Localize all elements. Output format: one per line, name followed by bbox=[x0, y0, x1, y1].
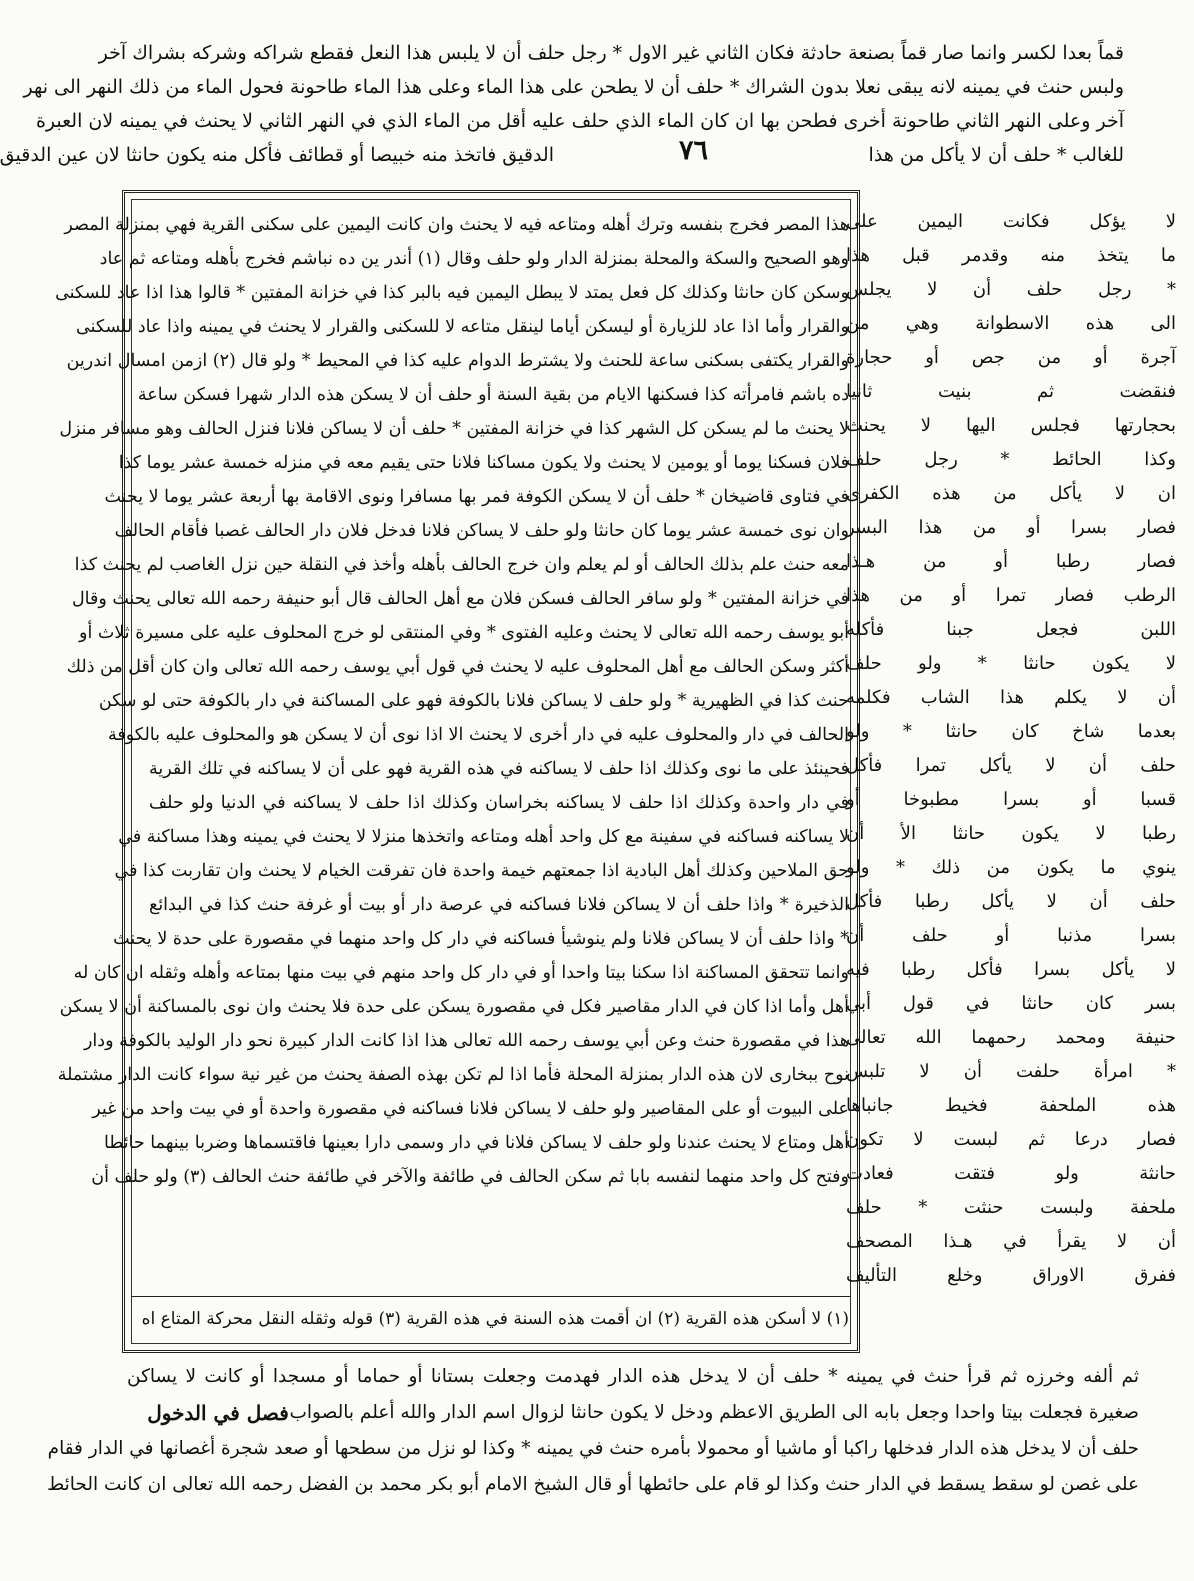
side-line: بعدما شاخ كان حانثا * ولو bbox=[846, 721, 1176, 742]
main-line: ده باشم فامرأته كذا فسكنها الايام من بقية السنة أو حلف أن لا يسكن هذه الدار شهرا فسكن ساعة bbox=[137, 385, 849, 405]
main-line: لا يساكنه فساكنه في سفينة مع كل واحد أهله ومتاعه واتخذها منزلا لا يحنث في يمينه وهذا مساكنة في bbox=[118, 827, 849, 847]
side-line: آجرة أو من جص أو حجارة bbox=[846, 347, 1176, 368]
main-line: وفتح كل واحد منهما لنفسه بابا ثم سكن الحالف في طائفة والآخر في طائفة حنث الحالف (٣) ولو حلف أن bbox=[91, 1167, 849, 1187]
side-line: رطبا لا يكون حانثا الأ أن bbox=[846, 823, 1176, 844]
footnote-divider bbox=[131, 1296, 851, 1297]
main-line: هذا في مقصورة حنث وعن أبي يوسف رحمه الله تعالى هذا اذا كانت الدار كبيرة نحو دار الوليد بالكوفة ودار bbox=[83, 1031, 849, 1051]
side-line: قسبا أو بسرا مطبوخا أو bbox=[846, 789, 1176, 810]
side-line: ينوي ما يكون من ذلك * ولو bbox=[846, 857, 1176, 878]
main-line: وان نوى خمسة عشر يوما كان حانثا ولو حلف لا يساكن فلانا فدخل فلان دار الحالف غصبا فأقام الحالف bbox=[114, 521, 849, 541]
page-number: ٧٦ bbox=[679, 135, 709, 166]
main-line: هذا المصر فخرج بنفسه وترك أهله ومتاعه فيه لا يحنث وان كانت اليمين على سكنى القرية فهي بمنزلة المصر bbox=[64, 215, 849, 235]
side-line: الرطب فصار تمرا أو من هذا bbox=[846, 585, 1176, 606]
side-line: فصار رطبا أو من هـذا bbox=[846, 551, 1176, 572]
main-line: وهو الصحيح والسكة والمحلة بمنزلة الدار ولو حلف وقال (١) أندر ين ده نباشم فخرج بأهله ومتاعه ثم عاد bbox=[99, 249, 849, 269]
side-line: بحجارتها فجلس اليها لا يحنث bbox=[846, 415, 1176, 436]
main-line: على البيوت أو على المقاصير ولو حلف لا يساكن فلانا فساكنه في مقصورة واحدة أو في بيت واحد من غير bbox=[92, 1099, 849, 1119]
bottom-line: على غصن لو سقط يسقط في الدار حنث وكذا لو قام على حائطها أو قال الشيخ الامام أبو بكر محمد بن الفضل رحمه الله تعالى ان كانت الحائط bbox=[47, 1474, 1139, 1495]
top-line: قماً بعدا لكسر وانما صار قماً بصنعة حادثة فكان الثاني غير الاول * رجل حلف أن لا يلبس هذا النعل فقطع شراكه وشركه بشراك آخر bbox=[98, 42, 1124, 64]
main-line: حق الملاحين وكذلك أهل البادية اذا جمعتهم خيمة واحدة فان تفرقت الخيام لا يحنث وان تقاربت كذا في bbox=[114, 861, 849, 881]
main-line: أهل ومتاع لا يحنث عندنا ولو حلف لا يساكن فلانا في دار وسمى دارا بعينها فاقتسماها وضربا بينهما حائطا bbox=[104, 1133, 849, 1153]
footnote: (١) لا أسكن هذه القرية (٢) ان أقمت هذه السنة في هذه القرية (٣) قوله وثقله النقل محركة المتاع اه bbox=[141, 1309, 849, 1329]
main-line: في خزانة المفتين * ولو سافر الحالف فسكن فلان مع أهل الحالف قال أبو حنيفة رحمه الله تعالى يحنث وقال bbox=[71, 589, 849, 609]
side-line: * رجل حلف أن لا يجلس bbox=[846, 279, 1176, 300]
main-line: الحالف في دار والمحلوف عليه في دار أخرى لا يحنث الا اذا نوى أن لا يسكن هو والمحلوف عليه بالكوفة bbox=[108, 725, 849, 745]
main-line: فحينئذ على ما نوى وكذلك اذا حلف لا يساكنه في هذه القرية فهو على أن لا يساكنه في تلك القرية bbox=[149, 759, 849, 779]
main-line: والقرار يكتفى بسكنى ساعة للحنث ولا يشترط الدوام عليه كذا في المحيط * ولو قال (٢) ازمن امسال اندرين bbox=[66, 351, 849, 371]
top-last-left: الدقيق فاتخذ منه خبيصا أو قطائف فأكل منه يكون حانثا لان عين الدقيق bbox=[0, 144, 554, 166]
side-line: ما يتخذ منه وقدمر قبل هذا bbox=[846, 245, 1176, 266]
side-line: أن لا يكلم هذا الشاب فكلمه bbox=[846, 687, 1176, 708]
main-line: في دار واحدة وكذلك اذا حلف لا يساكنه بخراسان وكذلك اذا حلف لا يساكنه في الدنيا ولو حلف bbox=[149, 793, 849, 813]
side-line: ففرق الاوراق وخلع التأليف bbox=[846, 1265, 1176, 1286]
side-line: حلف أن لا يأكل تمرا فأكل bbox=[846, 755, 1176, 776]
main-line: أهل وأما اذا كان في الدار مقاصير فكل في مقصورة يسكن على حدة فلا يحنث وان نوى بالمساكنة أن لا يسكن bbox=[59, 997, 849, 1017]
main-line: الذخيرة * واذا حلف أن لا يساكن فلانا فساكنه في عرصة دار أو بيت أو غرفة حنث كذا في البدائع bbox=[149, 895, 849, 915]
side-line: لا يكون حانثا * ولو حلف bbox=[846, 653, 1176, 674]
main-line: نوح ببخارى لان هذه الدار بمنزلة المحلة فأما اذا لم تكن بهذه الصفة يحنث من غير نية سواء كانت الدار مشتملة bbox=[57, 1065, 849, 1085]
main-line: أبو يوسف رحمه الله تعالى لا يحنث وعليه الفتوى * وفي المنتقى لو خرج المحلوف عليه على مسيرة ثلاث أو bbox=[79, 623, 849, 643]
main-line: في فتاوى قاضيخان * حلف أن لا يسكن الكوفة فمر بها مسافرا ونوى الاقامة بها أربعة عشر يوما لا يحنث bbox=[104, 487, 849, 507]
side-line: بسرا مذنبا أو حلف أن bbox=[846, 925, 1176, 946]
side-line: حلف أن لا يأكل رطبا فأكل bbox=[846, 891, 1176, 912]
bottom-line: صغيرة فجعلت بيتا واحدا وجعل بابه الى الطريق الاعظم ودخل لا يكون حانثا لزوال اسم الدار والله أعلم بالصواب bbox=[289, 1402, 1139, 1423]
main-line: معه حنث علم بذلك الحالف أو لم يعلم وان خرج الحالف بأهله وأخذ في النقلة حين نزل الغاصب لم يحنث كذا bbox=[74, 555, 849, 575]
main-line: لا يحنث ما لم يسكن كل الشهر كذا في خزانة المفتين * حلف أن لا يساكن فلانا فنزل الحالف وهو مسافر منزل bbox=[59, 419, 849, 439]
main-line: فلان فسكنا يوما أو يومين لا يحنث ولا يكون مساكنا فلانا حتى يقيم معه في منزله خمسة عشر يوما كذا bbox=[118, 453, 849, 473]
main-line: وسكن كان حانثا وكذلك كل فعل يمتد لا يبطل اليمين فيه بالبر كذا في خزانة المفتين * قالوا هذا اذا عاد للسكنى bbox=[55, 283, 849, 303]
side-line: بسر كان حانثا في قول أبي bbox=[846, 993, 1176, 1014]
main-line: حنث كذا في الظهيرية * ولو حلف لا يساكن فلانا بالكوفة فهو على المساكنة في دار بالكوفة حتى لو سكن bbox=[98, 691, 849, 711]
bottom-line: ثم ألفه وخرزه ثم قرأ حنث في يمينه * حلف أن لا يدخل هذه الدار فهدمت وجعلت بستانا أو حماما أو مسجدا أو كانت لا يساكن bbox=[127, 1366, 1139, 1387]
side-line: أن لا يقرأ في هـذا المصحف bbox=[846, 1231, 1176, 1252]
side-line: لا يأكل بسرا فأكل رطبا فيه bbox=[846, 959, 1176, 980]
main-line: والقرار وأما اذا عاد للزيارة أو ليسكن أياما لينقل متاعه لا للسكنى والقرار لا يحنث في يمينه واذا عاد للسكنى bbox=[76, 317, 849, 337]
side-line: الى هذه الاسطوانة وهي من bbox=[846, 313, 1176, 334]
side-line: فصار درعا ثم لبست لا تكون bbox=[846, 1129, 1176, 1150]
side-line: وكذا الحائط * رجل حلف bbox=[846, 449, 1176, 470]
main-line: أكثر وسكن الحالف مع أهل المحلوف عليه لا يحنث في قول أبي يوسف رحمه الله تعالى وان كان أقل من ذلك bbox=[66, 657, 849, 677]
side-line: هذه الملحفة فخيط جانباها bbox=[846, 1095, 1176, 1116]
side-line: حانثة ولو فتقت فعادت bbox=[846, 1163, 1176, 1184]
side-line: فصار بسرا أو من هذا البسر bbox=[846, 517, 1176, 538]
main-line: * واذا حلف أن لا يساكن فلانا ولم ينوشيأ فساكنه في دار كل واحد منهما في مقصورة على حدة لا يحنث bbox=[113, 929, 849, 949]
section-title: فصل في الدخول bbox=[147, 1401, 289, 1425]
bottom-line: حلف أن لا يدخل هذه الدار فدخلها راكبا أو ماشيا أو محمولا بأمره حنث في يمينه * وكذا لو نزل من سطحها أو صعد شجرة أغصانها في الدار فقام bbox=[47, 1438, 1139, 1459]
top-line: آخر وعلى النهر الثاني طاحونة أخرى فطحن بها ان كان الماء الذي حلف عليه أقل من الماء الذي في النهر الثاني لا يحنث في يمينه لان العبرة bbox=[35, 110, 1124, 132]
side-line: ان لا يأكل من هذه الكفرى bbox=[846, 483, 1176, 504]
side-line: * امرأة حلفت أن لا تلبس bbox=[846, 1061, 1176, 1082]
side-line: اللبن فجعل جبنا فأكله bbox=[846, 619, 1176, 640]
side-line: فنقضت ثم بنيت ثانيا bbox=[846, 381, 1176, 402]
top-last-right: للغالب * حلف أن لا يأكل من هذا bbox=[868, 144, 1124, 166]
side-line: لا يؤكل فكانت اليمين على bbox=[846, 211, 1176, 232]
top-line: ولبس حنث في يمينه لانه يبقى نعلا بدون الشراك * حلف أن لا يطحن على هذا الماء وعلى هذا الماء طاحونة فحول الماء من ذلك النهر الى نهر bbox=[23, 76, 1124, 98]
side-line: ملحفة ولبست حنثت * حلف bbox=[846, 1197, 1176, 1218]
side-line: حنيفة ومحمد رحمهما الله تعالى bbox=[846, 1027, 1176, 1048]
main-line: وانما تتحقق المساكنة اذا سكنا بيتا واحدا أو في دار كل واحد منهم في بيت منها بمتاعه وأهله وثقله ان كان له bbox=[73, 963, 849, 983]
